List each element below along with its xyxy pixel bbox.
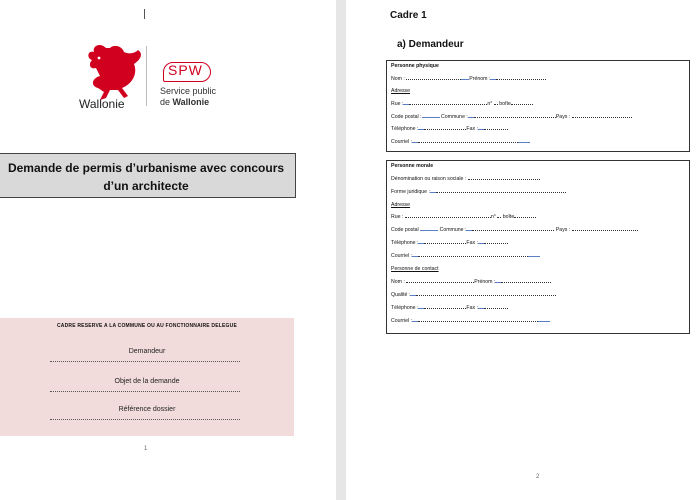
reserved-frame-title: CADRE RESERVE A LA COMMUNE OU AU FONCTIONNAIRE DELEGUE: [57, 323, 237, 329]
physique-courriel-row[interactable]: Courriel :: [391, 139, 530, 145]
spw-logo-text: SPW: [168, 62, 203, 78]
physique-adresse-label: Adresse: [391, 88, 411, 94]
reserved-objet-label: Objet de la demande: [114, 378, 180, 385]
reserved-demandeur-label: Demandeur: [128, 348, 166, 355]
morale-header: Personne morale: [391, 163, 434, 169]
morale-courriel-row[interactable]: Courriel :: [391, 253, 540, 259]
reserved-demandeur-line[interactable]: [50, 361, 240, 362]
page-2: [346, 0, 700, 500]
morale-forme-row[interactable]: Forme juridique :: [391, 189, 566, 195]
reserved-reference-label: Référence dossier: [118, 406, 176, 413]
physique-telephone-row[interactable]: Téléphone : Fax :: [391, 126, 508, 132]
physique-rue-row[interactable]: Rue : n° boîte: [391, 101, 533, 107]
contact-courriel-row[interactable]: Courriel :: [391, 318, 550, 324]
document-title: Demande de permis d’urbanisme avec concours d’un architecte: [0, 153, 296, 198]
reserved-frame: [0, 318, 294, 436]
service-public-line1: Service public: [160, 86, 217, 96]
text-cursor: [144, 9, 145, 19]
physique-nom-row[interactable]: Nom : Prénom :: [391, 76, 546, 82]
page-number-2: 2: [536, 474, 540, 480]
page-number-1: 1: [144, 446, 148, 452]
page-1: [0, 0, 336, 500]
contact-qualite-row[interactable]: Qualité :: [391, 292, 556, 298]
contact-telephone-row[interactable]: Téléphone : Fax :: [391, 305, 508, 311]
personne-physique-box: [386, 60, 690, 152]
service-public-line2: de Wallonie: [160, 97, 210, 107]
morale-code-postal-row[interactable]: Code postal Commune : Pays :: [391, 227, 638, 233]
wallonie-label: Wallonie: [79, 97, 125, 111]
reserved-objet-line[interactable]: [50, 391, 240, 392]
personne-morale-box: [386, 160, 690, 334]
morale-rue-row[interactable]: Rue : n° boîte: [391, 214, 536, 220]
morale-adresse-label: Adresse: [391, 202, 411, 208]
demandeur-heading: a) Demandeur: [397, 39, 464, 50]
reserved-reference-line[interactable]: [50, 419, 240, 420]
physique-code-postal-row[interactable]: Code postal : Commune : Pays :: [391, 114, 632, 120]
morale-contact-label: Personne de contact: [391, 266, 439, 272]
morale-telephone-row[interactable]: Téléphone : Fax :: [391, 240, 508, 246]
contact-nom-row[interactable]: Nom : Prénom :: [391, 279, 551, 285]
physique-header: Personne physique: [391, 63, 439, 69]
logo-separator: [146, 46, 147, 106]
morale-denomination-row[interactable]: Dénomination ou raison sociale :: [391, 176, 540, 182]
cadre-heading: Cadre 1: [390, 10, 427, 21]
